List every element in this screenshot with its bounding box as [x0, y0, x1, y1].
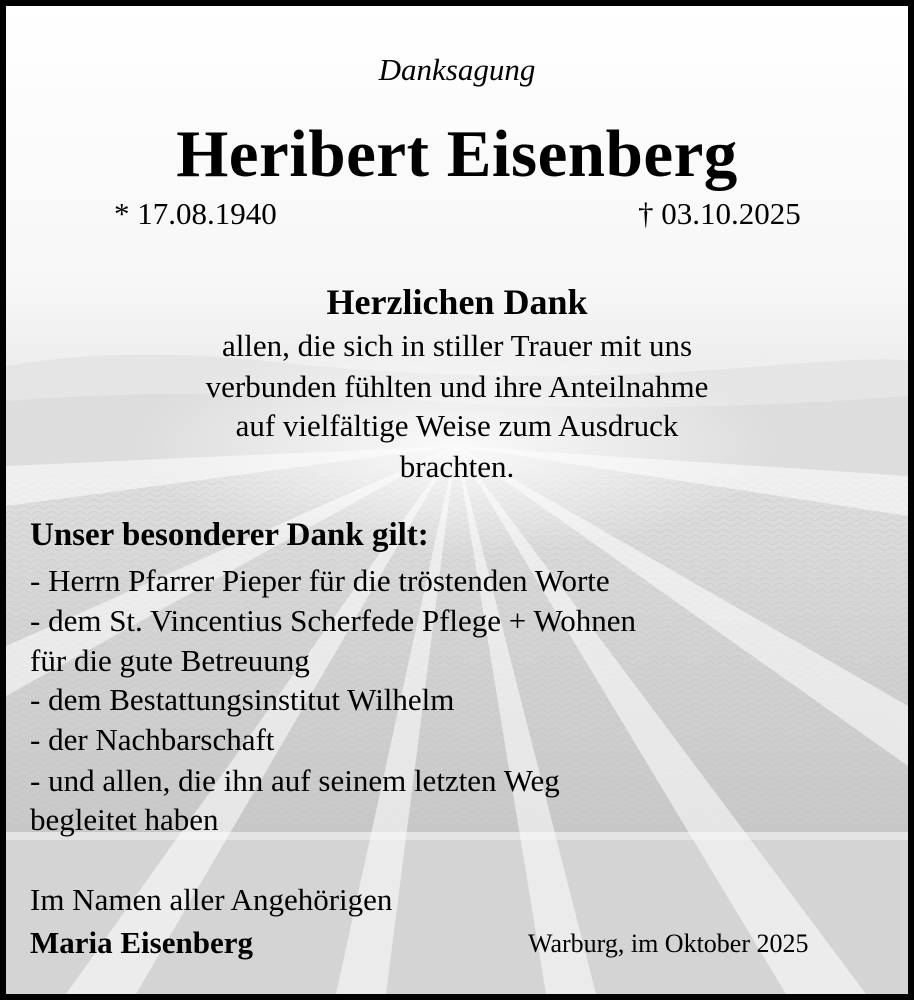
- deceased-name: Heribert Eisenberg: [176, 117, 738, 191]
- closing-line: Im Namen aller Angehörigen: [30, 882, 393, 917]
- death-date: † 03.10.2025: [638, 196, 801, 231]
- special-thanks-line: für die gute Betreuung: [30, 643, 310, 678]
- message-line: allen, die sich in stiller Trauer mit uns: [221, 328, 693, 363]
- birth-date: * 17.08.1940: [114, 196, 277, 231]
- special-thanks-line: - dem Bestattungsinstitut Wilhelm: [30, 682, 455, 717]
- thanks-heading: Herzlichen Dank: [326, 282, 588, 322]
- place-and-date: Warburg, im Oktober 2025: [528, 929, 809, 958]
- signer-name: Maria Eisenberg: [30, 925, 253, 960]
- special-thanks-heading: Unser besonderer Dank gilt:: [30, 517, 429, 553]
- special-thanks-line: - der Nachbarschaft: [30, 722, 275, 757]
- special-thanks-line: begleitet haben: [30, 802, 219, 837]
- special-thanks-line: - Herrn Pfarrer Pieper für die tröstenden Worte: [30, 563, 610, 598]
- special-thanks-line: - dem St. Vincentius Scherfede Pflege + Wohnen: [30, 603, 637, 638]
- message-line: auf vielfältige Weise zum Ausdruck: [235, 408, 679, 443]
- special-thanks-line: - und allen, die ihn auf seinem letzten Weg: [30, 763, 560, 798]
- message-line: brachten.: [399, 449, 515, 484]
- document-heading: Danksagung: [378, 52, 536, 87]
- message-line: verbunden fühlten und ihre Anteilnahme: [205, 369, 709, 404]
